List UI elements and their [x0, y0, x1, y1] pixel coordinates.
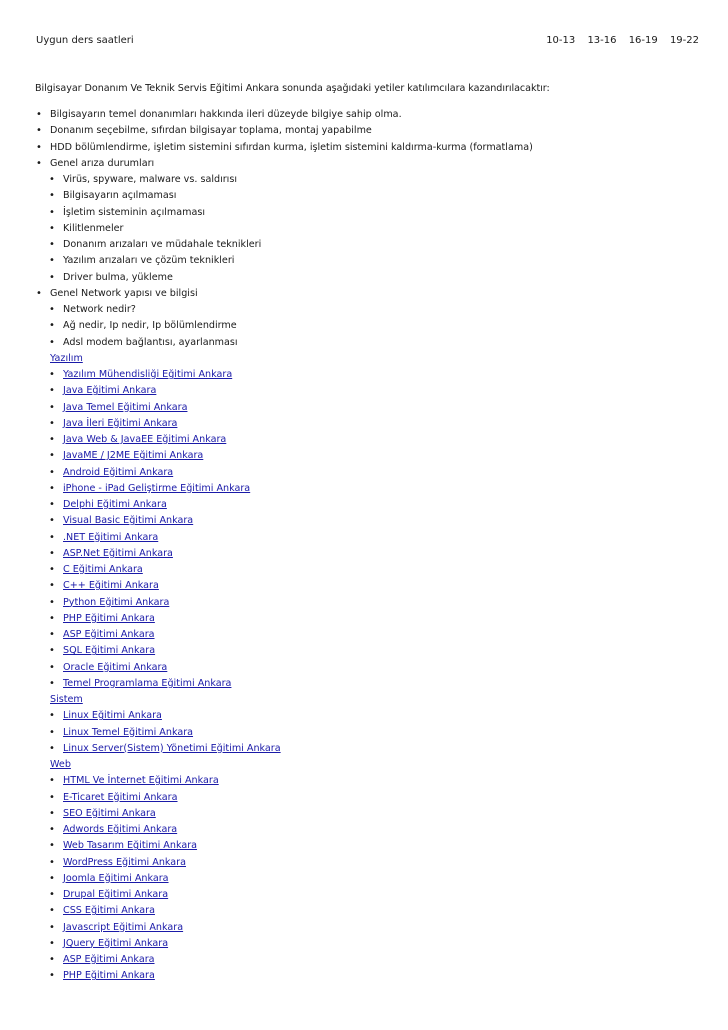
- bullet-icon: •: [49, 320, 55, 332]
- course-link[interactable]: Visual Basic Eğitimi Ankara: [63, 515, 194, 527]
- course-link[interactable]: CSS Eğitimi Ankara: [63, 905, 155, 917]
- list-item: [36, 838, 708, 854]
- course-link[interactable]: JQuery Eğitimi Ankara: [63, 937, 169, 949]
- item-text: HDD bölümlendirme, işletim sistemini sıfırdan kurma, işletim sistemini kaldırma-kurma (formatlama): [50, 141, 533, 153]
- bullet-icon: •: [49, 417, 55, 429]
- course-link[interactable]: Delphi Eğitimi Ankara: [63, 499, 167, 510]
- list-item: [36, 676, 708, 692]
- outcomes-list: [36, 107, 708, 985]
- list-item: [36, 643, 708, 659]
- list-item: [36, 107, 708, 123]
- course-link[interactable]: C++ Eğitimi Ankara: [63, 580, 159, 592]
- bullet-icon: •: [49, 239, 55, 250]
- course-link[interactable]: ASP Eğitimi Ankara: [63, 629, 155, 640]
- course-link[interactable]: iPhone - iPad Geliştirme Eğitimi Ankara: [63, 482, 251, 494]
- list-item: [36, 887, 708, 903]
- course-link[interactable]: JavaME / J2ME Eğitimi Ankara: [63, 450, 204, 462]
- item-text: Yazılım arızaları ve çözüm teknikleri: [63, 255, 235, 267]
- bullet-icon: •: [49, 271, 55, 283]
- item-text: Virüs, spyware, malware vs. saldırısı: [63, 174, 238, 185]
- category-link-item: [36, 351, 708, 367]
- bullet-icon: •: [49, 255, 55, 267]
- list-item: [36, 578, 708, 594]
- item-text: Network nedir?: [63, 304, 136, 315]
- course-link[interactable]: Drupal Eğitimi Ankara: [63, 889, 169, 900]
- course-link[interactable]: PHP Eğitimi Ankara: [63, 612, 155, 624]
- list-item: [36, 335, 708, 351]
- item-text: Genel arıza durumları: [50, 157, 155, 169]
- list-item: [36, 773, 708, 789]
- bullet-icon: •: [49, 954, 55, 965]
- list-item: [36, 546, 708, 562]
- bullet-icon: •: [49, 336, 55, 348]
- course-link[interactable]: Joomla Eğitimi Ankara: [63, 872, 169, 884]
- list-item: [36, 611, 708, 627]
- item-text: Bilgisayarın açılmaması: [63, 190, 177, 202]
- item-text: Genel Network yapısı ve bilgisi: [50, 287, 198, 299]
- bullet-icon: •: [49, 677, 55, 689]
- list-item: [36, 920, 708, 936]
- bullet-icon: •: [49, 401, 55, 413]
- course-link[interactable]: Yazılım Mühendisliği Eğitimi Ankara: [63, 369, 233, 380]
- bullet-icon: •: [49, 791, 55, 803]
- list-item: [36, 595, 708, 611]
- list-item: [36, 432, 708, 448]
- list-item: [36, 513, 708, 529]
- item-text: Adsl modem bağlantısı, ayarlanması: [63, 336, 238, 348]
- bullet-icon: •: [49, 856, 55, 868]
- list-item: [36, 367, 708, 383]
- list-item: [36, 936, 708, 952]
- list-item: [36, 822, 708, 838]
- bullet-icon: •: [49, 840, 55, 852]
- list-item: [36, 790, 708, 806]
- list-item: [36, 741, 708, 757]
- bullet-icon: •: [36, 109, 42, 120]
- bullet-icon: •: [49, 434, 55, 445]
- bullet-icon: •: [49, 531, 55, 543]
- list-item: [36, 952, 708, 968]
- bullet-icon: •: [49, 564, 55, 575]
- list-item: [36, 318, 708, 334]
- list-item: [36, 188, 708, 204]
- bullet-icon: •: [49, 580, 55, 592]
- item-text: İşletim sisteminin açılmaması: [63, 206, 206, 218]
- item-text: Driver bulma, yükleme: [63, 271, 173, 283]
- list-item: [36, 627, 708, 643]
- bullet-icon: •: [49, 824, 55, 835]
- course-link[interactable]: C Eğitimi Ankara: [63, 564, 143, 575]
- list-item: [36, 221, 708, 237]
- bullet-icon: •: [36, 125, 42, 137]
- item-text: Donanım arızaları ve müdahale teknikleri: [63, 239, 262, 250]
- item-text: Donanım seçebilme, sıfırdan bilgisayar toplama, montaj yapabilme: [50, 125, 372, 137]
- list-item: [36, 448, 708, 464]
- hour-slot: 10-13: [546, 35, 576, 46]
- bullet-icon: •: [49, 450, 55, 462]
- course-link[interactable]: E-Ticaret Eğitimi Ankara: [63, 791, 178, 803]
- bullet-icon: •: [49, 710, 55, 722]
- course-link[interactable]: Android Eğitimi Ankara: [63, 466, 174, 478]
- bullet-icon: •: [49, 645, 55, 657]
- list-item: [36, 400, 708, 416]
- bullet-icon: •: [49, 726, 55, 738]
- course-link[interactable]: Linux Temel Eğitimi Ankara: [63, 726, 194, 738]
- bullet-icon: •: [49, 775, 55, 787]
- list-item: [36, 562, 708, 578]
- course-link[interactable]: Python Eğitimi Ankara: [63, 596, 170, 608]
- course-link[interactable]: WordPress Eğitimi Ankara: [63, 856, 186, 868]
- list-item: [36, 286, 708, 302]
- hours-title: Uygun ders saatleri: [36, 35, 134, 46]
- bullet-icon: •: [36, 157, 42, 169]
- course-link[interactable]: Oracle Eğitimi Ankara: [63, 661, 168, 673]
- hour-slot: 13-16: [587, 35, 617, 46]
- list-item: [36, 123, 708, 139]
- list-item: [36, 302, 708, 318]
- list-item: [36, 465, 708, 481]
- bullet-icon: •: [49, 499, 55, 510]
- category-link[interactable]: Yazılım: [50, 352, 83, 364]
- list-item: [36, 903, 708, 919]
- bullet-icon: •: [49, 482, 55, 494]
- bullet-icon: •: [49, 905, 55, 917]
- course-link[interactable]: HTML Ve İnternet Eğitimi Ankara: [63, 775, 219, 787]
- list-item: [36, 205, 708, 221]
- course-link[interactable]: Java Eğitimi Ankara: [63, 385, 157, 397]
- bullet-icon: •: [49, 921, 55, 933]
- bullet-icon: •: [49, 742, 55, 754]
- bullet-icon: •: [49, 629, 55, 640]
- bullet-icon: •: [49, 872, 55, 884]
- bullet-icon: •: [49, 889, 55, 900]
- course-link[interactable]: Linux Eğitimi Ankara: [63, 710, 162, 722]
- bullet-icon: •: [49, 466, 55, 478]
- list-item: [36, 383, 708, 399]
- course-link[interactable]: Web Tasarım Eğitimi Ankara: [63, 840, 198, 852]
- category-link[interactable]: Web: [50, 759, 71, 770]
- bullet-icon: •: [49, 937, 55, 949]
- bullet-icon: •: [49, 970, 55, 982]
- course-link[interactable]: Java Temel Eğitimi Ankara: [63, 401, 188, 413]
- list-item: [36, 660, 708, 676]
- course-link[interactable]: Java Web & JavaEE Eğitimi Ankara: [63, 434, 227, 445]
- list-item: [36, 156, 708, 172]
- list-item: [36, 497, 708, 513]
- course-link[interactable]: ASP Eğitimi Ankara: [63, 954, 155, 965]
- bullet-icon: •: [36, 141, 42, 153]
- bullet-icon: •: [49, 515, 55, 527]
- list-item: [36, 481, 708, 497]
- hours-list: [546, 35, 699, 46]
- item-text: Ağ nedir, Ip nedir, Ip bölümlendirme: [63, 320, 237, 332]
- item-text: Bilgisayarın temel donanımları hakkında ileri düzeyde bilgiye sahip olma.: [50, 109, 402, 120]
- list-item: [36, 237, 708, 253]
- bullet-icon: •: [49, 190, 55, 202]
- course-link[interactable]: Linux Server(Sistem) Yönetimi Eğitimi Ankara: [63, 742, 281, 754]
- category-link-item: [36, 692, 708, 708]
- course-link[interactable]: PHP Eğitimi Ankara: [63, 970, 155, 982]
- list-item: [36, 270, 708, 286]
- list-item: [36, 968, 708, 984]
- bullet-icon: •: [49, 612, 55, 624]
- bullet-icon: •: [49, 596, 55, 608]
- list-item: [36, 806, 708, 822]
- course-link[interactable]: Java İleri Eğitimi Ankara: [63, 417, 178, 429]
- course-link[interactable]: Adwords Eğitimi Ankara: [63, 824, 178, 835]
- course-link[interactable]: Javascript Eğitimi Ankara: [63, 921, 184, 933]
- bullet-icon: •: [49, 304, 55, 315]
- bullet-icon: •: [36, 287, 42, 299]
- list-item: [36, 708, 708, 724]
- bullet-icon: •: [49, 174, 55, 185]
- category-link-item: [36, 757, 708, 773]
- intro-text: Bilgisayar Donanım Ve Teknik Servis Eğitimi Ankara sonunda aşağıdaki yetiler katılımcılara kazandırılacaktır:: [35, 83, 550, 94]
- list-item: [36, 416, 708, 432]
- bullet-icon: •: [49, 385, 55, 397]
- bullet-icon: •: [49, 547, 55, 559]
- list-item: [36, 253, 708, 269]
- list-item: [36, 871, 708, 887]
- list-item: [36, 855, 708, 871]
- list-item: [36, 530, 708, 546]
- course-link[interactable]: ASP.Net Eğitimi Ankara: [63, 547, 173, 559]
- course-link[interactable]: SQL Eğitimi Ankara: [63, 645, 156, 657]
- list-item: [36, 725, 708, 741]
- course-link[interactable]: SEO Eğitimi Ankara: [63, 807, 156, 819]
- bullet-icon: •: [49, 661, 55, 673]
- hour-slot: 19-22: [669, 35, 699, 46]
- bullet-icon: •: [49, 369, 55, 380]
- category-link[interactable]: Sistem: [50, 694, 83, 705]
- list-item: [36, 172, 708, 188]
- hour-slot: 16-19: [628, 35, 658, 46]
- course-link[interactable]: Temel Programlama Eğitimi Ankara: [63, 677, 232, 689]
- course-link[interactable]: .NET Eğitimi Ankara: [63, 531, 159, 543]
- bullet-icon: •: [49, 206, 55, 218]
- bullet-icon: •: [49, 807, 55, 819]
- bullet-icon: •: [49, 222, 55, 234]
- list-item: [36, 140, 708, 156]
- page-header: [36, 35, 699, 46]
- item-text: Kilitlenmeler: [63, 222, 124, 234]
